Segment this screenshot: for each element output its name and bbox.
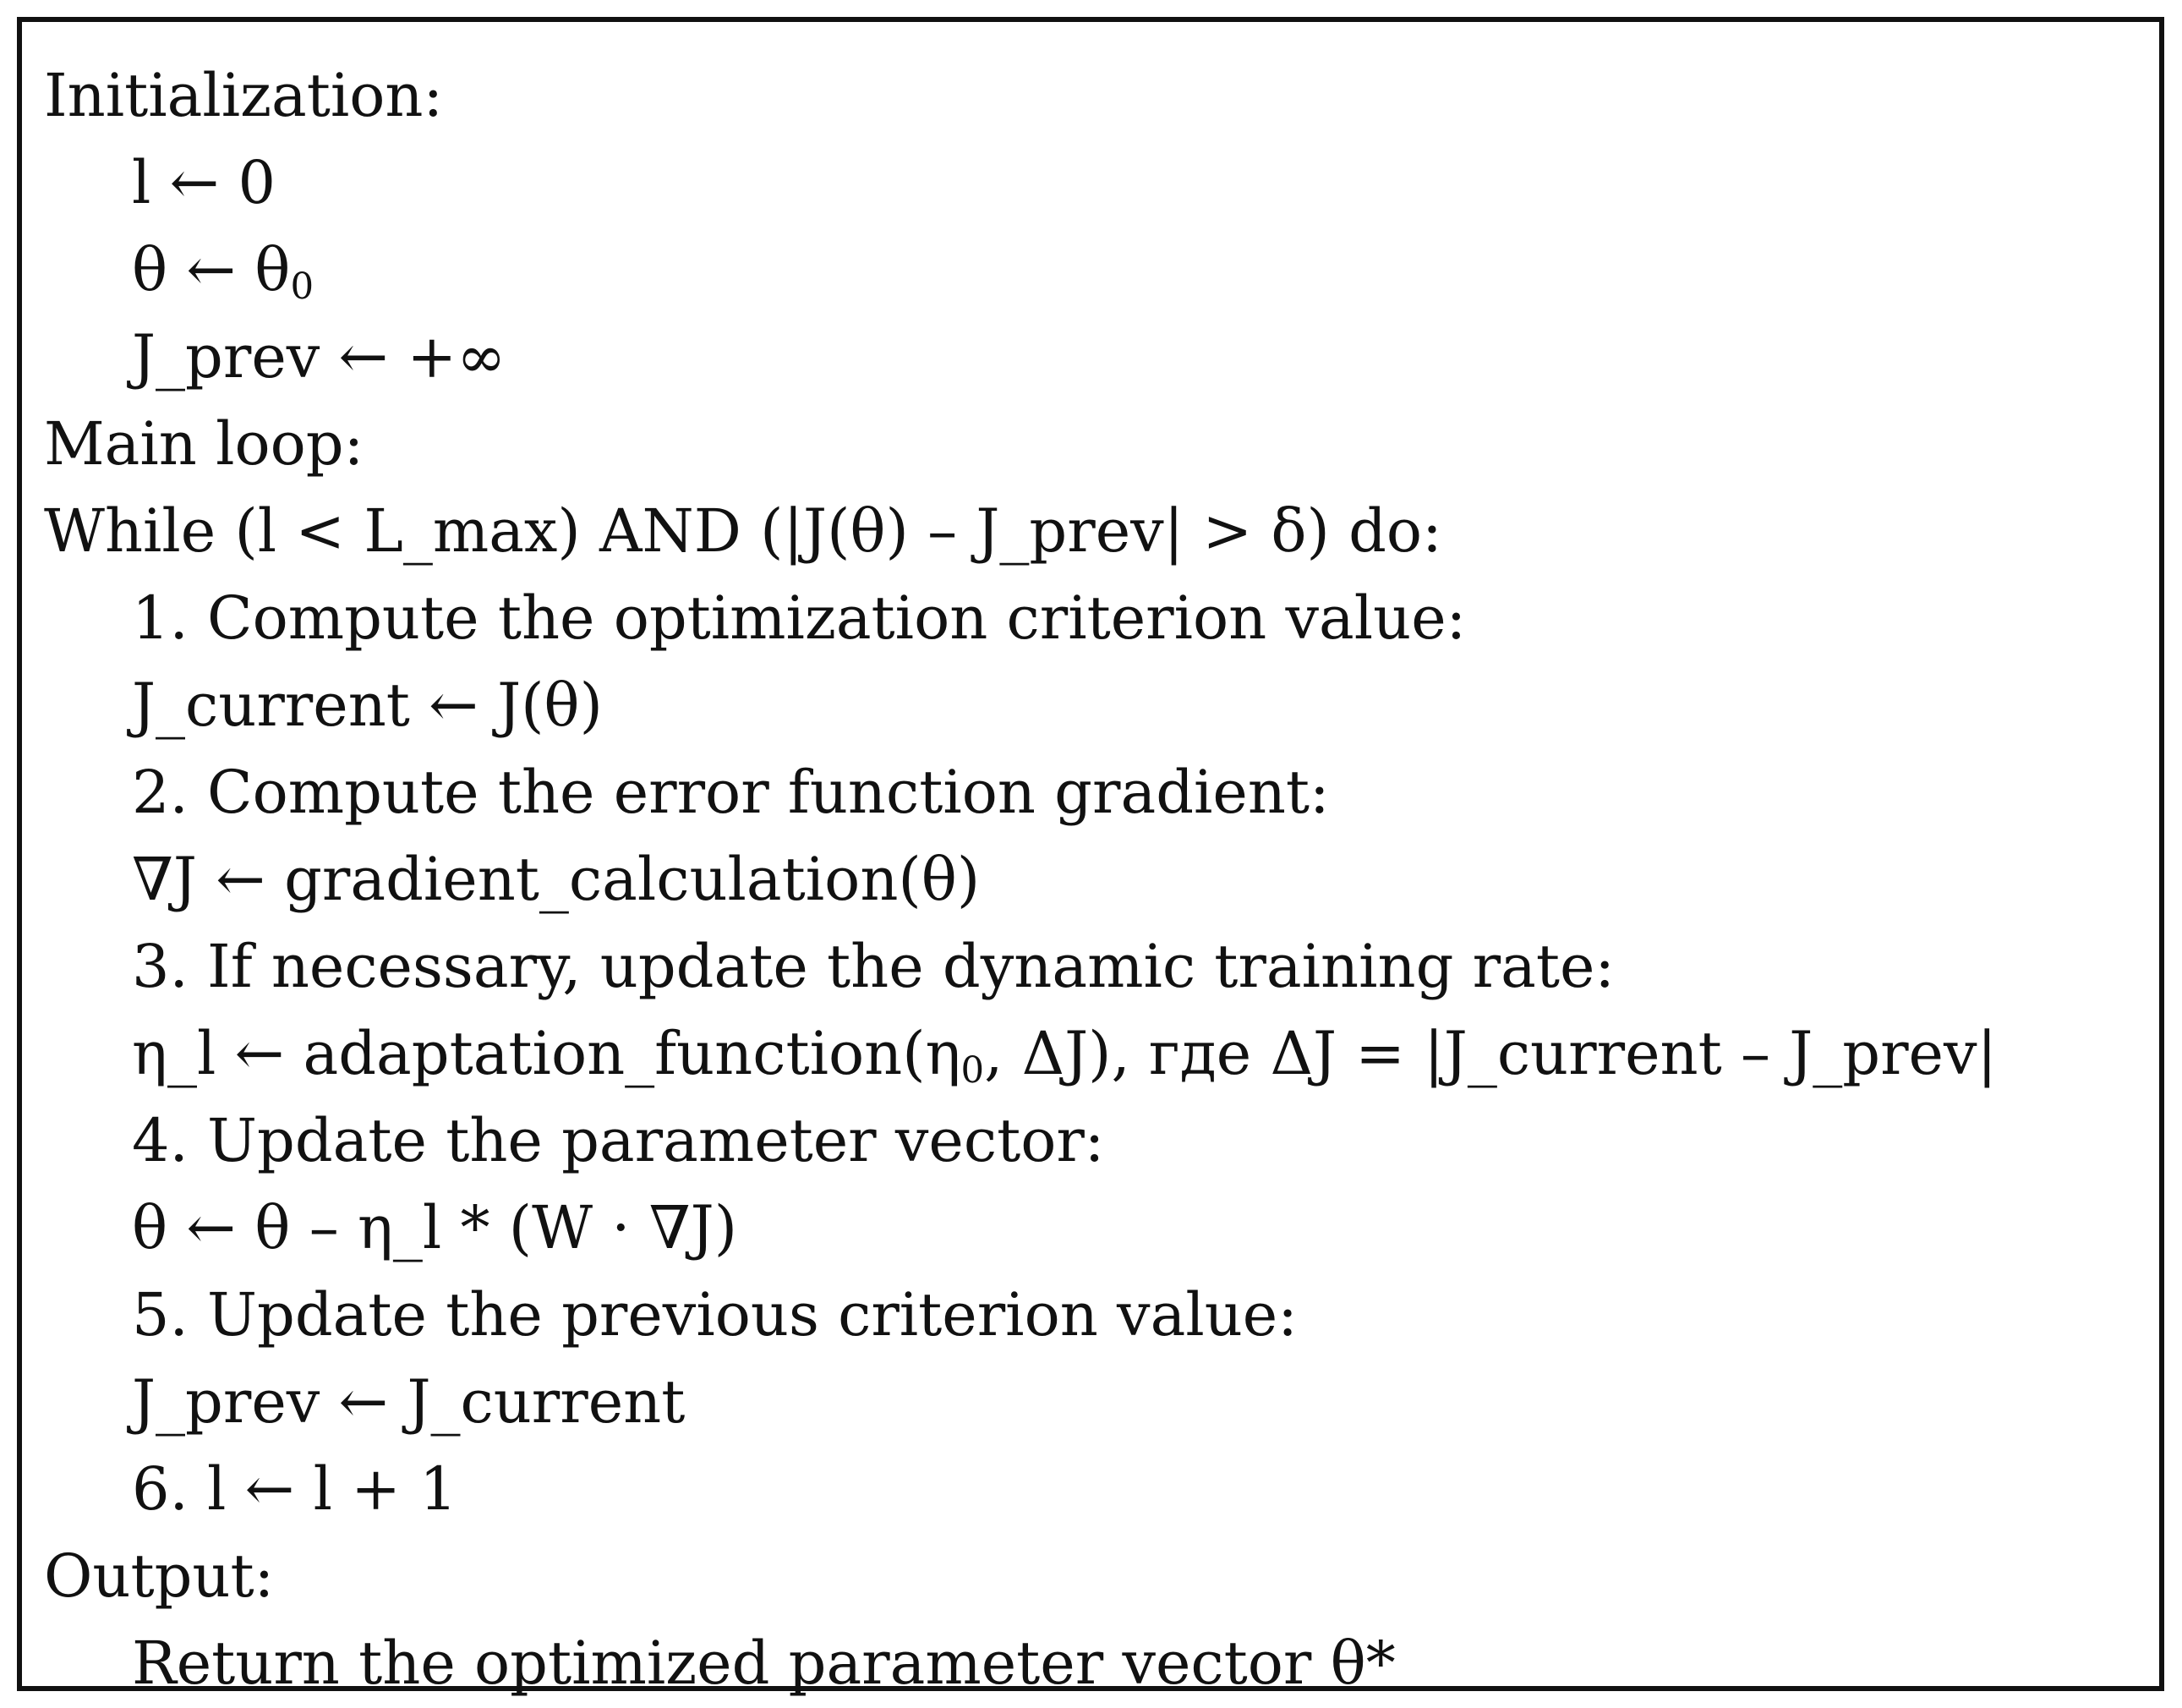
output-statement: Return the optimized parameter vector θ* [132,1629,1396,1698]
step-6-formula: 6. l ← l + 1 [132,1454,457,1524]
step-4-formula: θ ← θ – η_l * (W · ∇J) [132,1193,738,1262]
step-3-description: 3. If necessary, update the dynamic training rate: [132,932,1615,1001]
step-1-formula: J_current ← J(θ) [132,671,603,740]
section-heading-initialization: Initialization: [44,61,444,130]
step-3-formula-main: η_l ← adaptation_function(η [132,1019,961,1088]
step-2-formula: ∇J ← gradient_calculation(θ) [132,845,981,914]
init-step-counter: l ← 0 [132,148,276,217]
section-heading-output: Output: [44,1541,275,1611]
step-5-formula: J_prev ← J_current [132,1367,686,1437]
step-2-description: 2. Compute the error function gradient: [132,758,1330,827]
init-theta-subscript: 0 [290,265,314,308]
section-heading-main-loop: Main loop: [44,409,364,479]
init-step-theta [44,227,1997,314]
step-3-formula-subscript: 0 [960,1048,985,1092]
step-4-description: 4. Update the parameter vector: [132,1106,1105,1175]
init-theta-main: θ ← θ [132,235,291,304]
init-step-jprev: J_prev ← +∞ [132,322,506,391]
step-3-formula [44,1010,1997,1098]
step-1-description: 1. Compute the optimization criterion value: [132,583,1467,653]
step-5-description: 5. Update the previous criterion value: [132,1280,1298,1349]
step-3-formula-suffix: , ΔJ), где ΔJ = |J_current – J_prev| [984,1019,1998,1088]
algorithm-listing [44,52,1997,1707]
loop-condition: While (l < L_max) AND (|J(θ) – J_prev| > δ) do: [44,496,1442,566]
